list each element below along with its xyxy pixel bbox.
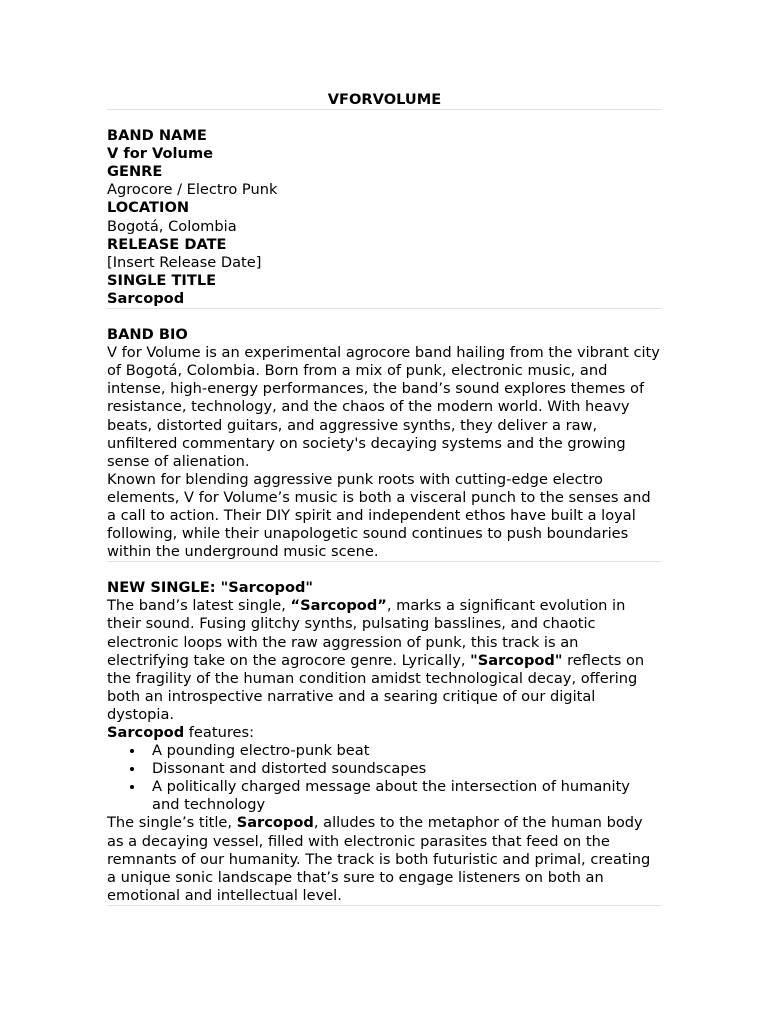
band-bio-paragraph-1: V for Volume is an experimental agrocore band hailing from the vibrant city of Bogotá, Colombia. Born from a mix of punk, electronic music, and intense, high-energy performances, the band’s sound explores themes of resistance, technology, and the chaos of the modern world. With heavy beats, distorted guitars, and aggressive synths, they deliver a raw, unfiltered commentary on society's decaying systems and the growing sense of alienation. — [107, 344, 660, 470]
document-page — [107, 91, 662, 906]
genre-value: Agrocore / Electro Punk — [107, 181, 278, 199]
features-list — [107, 742, 662, 814]
new-single-paragraph-2: The single’s title, Sarcopod, alludes to the metaphor of the human body as a decaying vessel, filled with electronic parasites that feed on the remnants of our humanity. The track is both futuristic and primal, creating a unique sonic landscape that’s sure to engage listeners on both an emotional and intellectual level. — [107, 814, 651, 904]
band-bio-paragraph-2: Known for blending aggressive punk roots with cutting-edge electro elements, V for Volume’s music is both a visceral punch to the senses and a call to action. Their DIY spirit and independent ethos have built a loyal following, while their unapologetic sound continues to push boundaries within the underground music scene. — [107, 470, 651, 561]
band-bio-heading: BAND BIO — [107, 326, 188, 344]
band-info-section — [107, 127, 662, 308]
document-title: VFORVOLUME — [327, 91, 442, 108]
band-bio-section — [107, 326, 662, 561]
release-date-label: RELEASE DATE — [107, 235, 227, 253]
band-name-value: V for Volume — [107, 145, 214, 163]
new-single-paragraph-1: The band’s latest single, “Sarcopod”, marks a significant evolution in their sound. Fusing glitchy synths, pulsating basslines, and chaotic electronic loops with the raw aggression of punk, this track is an electrifying take on the agrocore genre. Lyrically, "Sarcopod" reflects on the fragility of the human condition amidst technological decay, offering both an introspective narrative and a searing critique of our digital dystopia. — [107, 597, 645, 723]
single-title-label: SINGLE TITLE — [107, 271, 217, 289]
single-title-value: Sarcopod — [107, 289, 185, 307]
new-single-section — [107, 579, 662, 905]
list-item: A politically charged message about the intersection of humanity and technology — [152, 778, 662, 814]
list-item: A pounding electro-punk beat — [152, 742, 662, 760]
location-label: LOCATION — [107, 199, 190, 217]
new-single-heading: NEW SINGLE: "Sarcopod" — [107, 579, 314, 597]
list-item: Dissonant and distorted soundscapes — [152, 760, 662, 778]
band-name-label: BAND NAME — [107, 127, 207, 145]
section-divider — [107, 905, 662, 906]
location-value: Bogotá, Colombia — [107, 217, 237, 235]
genre-label: GENRE — [107, 163, 163, 181]
features-intro: Sarcopod features: — [107, 724, 255, 741]
release-date-value: [Insert Release Date] — [107, 253, 262, 271]
